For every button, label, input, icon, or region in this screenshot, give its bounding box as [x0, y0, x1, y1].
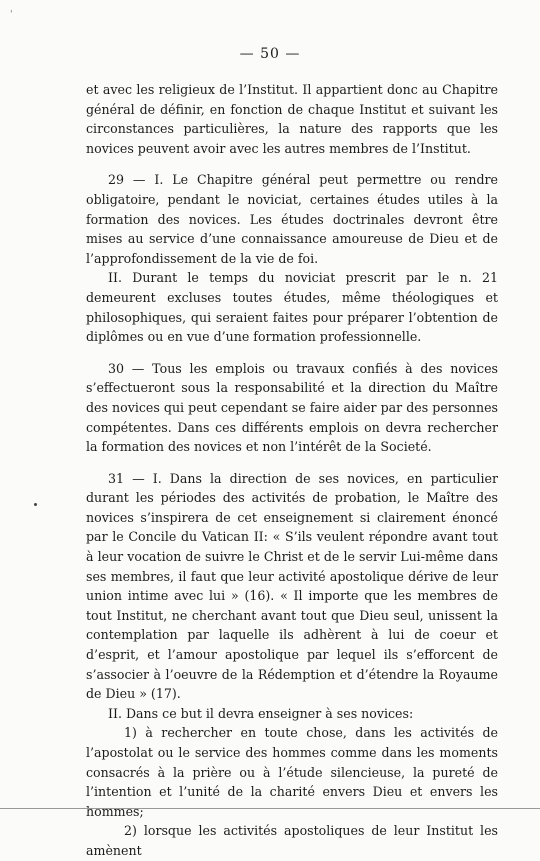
margin-dot — [34, 503, 37, 506]
page-bottom-edge — [0, 808, 540, 809]
corner-mark: ' — [10, 10, 13, 20]
list-item-2: 2) lorsque les activités apostoliques de leur Institut les amènent — [86, 823, 498, 858]
list-item-1: 1) à rechercher en toute chose, dans les activités de l’apostolat ou le service des hommes comme dans les moments consacrés à la prière ou à l’étude silencieuse, la pureté de l’intention et l’unité de la charité envers Dieu et envers les hommes; — [86, 725, 498, 819]
paragraph-31-ii: II. Dans ce but il devra enseigner à ses novices: — [108, 705, 414, 721]
paragraph-29-i: 29 — I. Le Chapitre général peut permettre ou rendre obligatoire, pendant le noviciat, certaines études utiles à la formation des novices. Les études doctrinales devront être mises au service d’une connaissance amoureuse de Dieu et de l’approfondissement de la vie de foi. — [86, 172, 498, 266]
page-body — [86, 80, 498, 861]
paragraph-continuation: et avec les religieux de l’Institut. Il appartient donc au Chapitre général de définir, en fonction de chaque Institut et suivant les circonstances particulières, la nature des rapports que les novices peuvent avoir avec les autres membres de l’Institut. — [86, 82, 498, 156]
paragraph-31-i: 31 — I. Dans la direction de ses novices, en particulier durant les périodes des activités de probation, le Maître des novices s’inspirera de cet enseignement si clairement énoncé par le Concile du Vatican II: « S’ils veulent répondre avant tout à leur vocation de suivre le Christ et de le servir Lui-même dans ses membres, il faut que leur activité apostolique dérive de leur union intime avec lui » (16). « Il importe que les membres de tout Institut, ne cherchant avant tout que Dieu seul, unissent la contemplation par laquelle ils adhèrent à lui de coeur et d’esprit, et l’amour apostolique par lequel ils s’efforcent de s’associer à l’oeuvre de la Rédemption et d’étendre la Royaume de Dieu » (17). — [86, 470, 498, 702]
paragraph-29-ii: II. Durant le temps du noviciat prescrit par le n. 21 demeurent excluses toutes études, même théologiques et philosophiques, qui seraient faites pour préparer l’obtention de diplômes ou en vue d’une formation professionnelle. — [86, 270, 498, 345]
page-number: — 50 — — [239, 46, 301, 62]
paragraph-30: 30 — Tous les emplois ou travaux confiés à des novices s’effectueront sous la responsabilité et la direction du Maître des novices qui peut cependant se faire aider par des personnes compétentes. Dans ces différents emplois on devra rechercher la formation des novices et non l’intérêt de la Societé. — [86, 360, 498, 455]
